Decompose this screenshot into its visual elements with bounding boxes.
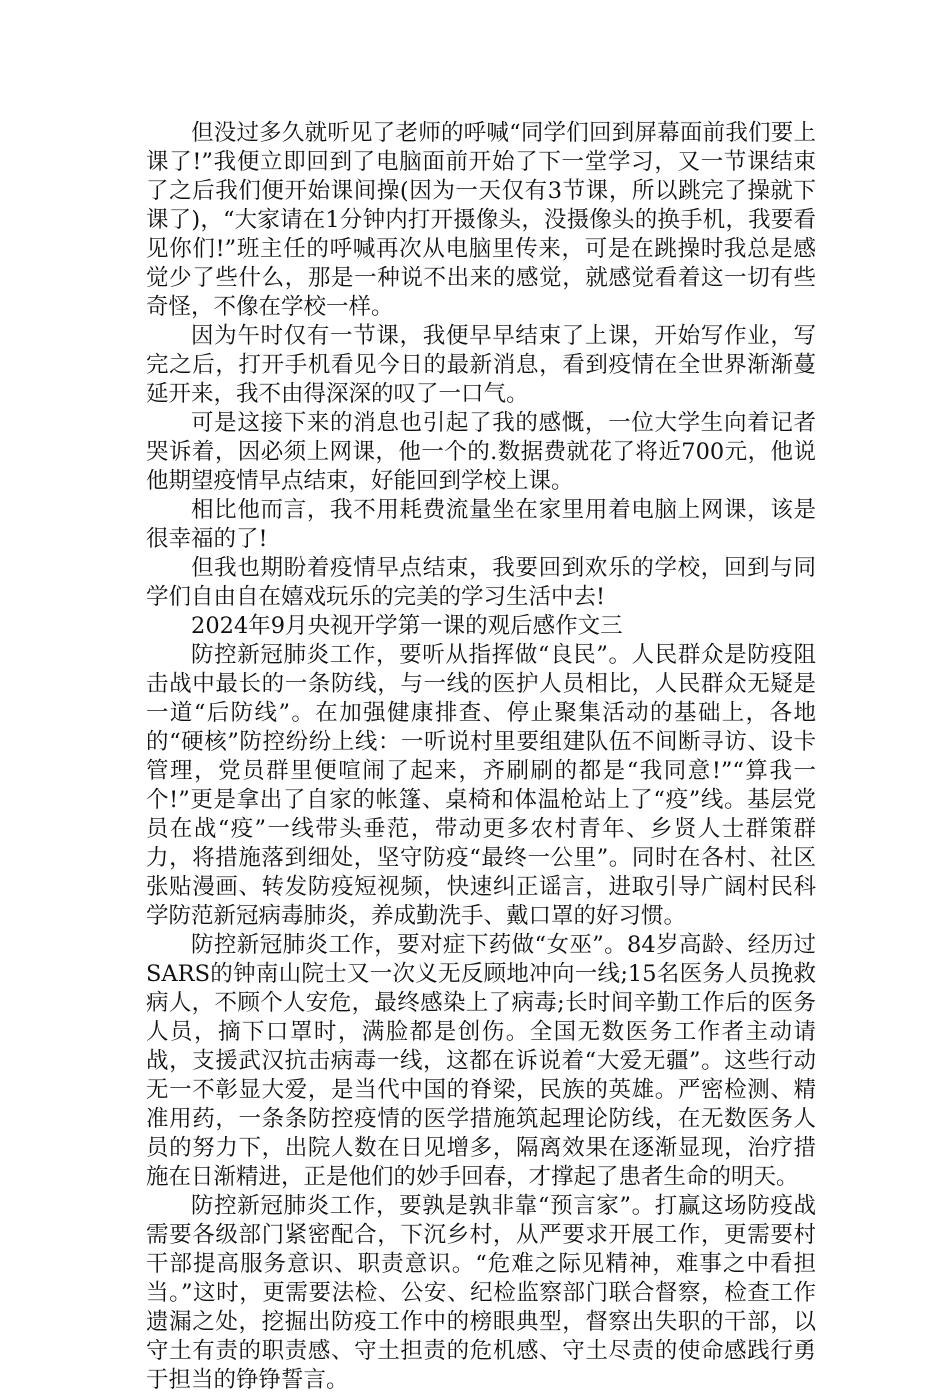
paragraph: 但没过多久就听见了老师的呼喊“同学们回到屏幕面前我们要上课了!”我便立即回到了电脑面前开始了下一堂学习，又一节课结束了之后我们便开始课间操(因为一天仅有3节课，所以跳完了操就下课了)，“大家请在1分钟内打开摄像头，没摄像头的换手机，我要看见你们!”班主任的呼喊再次从电脑里传来，可是在跳操时我总是感觉少了些什么，那是一种说不出来的感觉，就感觉看着这一切有些奇怪，不像在学校一样。 — [146, 120, 816, 320]
paragraph: 防控新冠肺炎工作，要对症下药做“女巫”。84岁高龄、经历过SARS的钟南山院士又一次义无反顾地冲向一线;15名医务人员挽救病人，不顾个人安危，最终感染上了病毒;长时间辛勤工作后的医务人员，摘下口罩时，满脸都是创伤。全国无数医务工作者主动请战，支援武汉抗击病毒一线，这都在诉说着“大爱无疆”。这些行动无一不彰显大爱，是当代中国的脊梁，民族的英雄。严密检测、精准用药，一条条防控疫情的医学措施筑起理论防线，在无数医务人员的努力下，出院人数在日见增多，隔离效果在逐渐显现，治疗措施在日渐精进，正是他们的妙手回春，才撑起了患者生命的明天。 — [146, 932, 816, 1190]
paragraph: 防控新冠肺炎工作，要孰是孰非靠“预言家”。打赢这场防疫战需要各级部门紧密配合，下沉乡村，从严要求开展工作，更需要村干部提高服务意识、职责意识。“危难之际见精神，难事之中看担当。”这时，更需要法检、公安、纪检监察部门联合督察，检查工作遗漏之处，挖掘出防疫工作中的榜眼典型，督察出失职的干部，以守土有责的职责感、守土担责的危机感、守土尽责的使命感践行勇于担当的铮铮誓言。 — [146, 1193, 816, 1393]
paragraph: 防控新冠肺炎工作，要听从指挥做“良民”。人民群众是防疫阻击战中最长的一条防线，与一线的医护人员相比，人民群众无疑是一道“后防线”。在加强健康排查、停止聚集活动的基础上，各地的“硬核”防控纷纷上线：一听说村里要组建队伍不间断寻访、设卡管理，党员群里便喧闹了起来，齐刷刷的都是“我同意!”“算我一个!”更是拿出了自家的帐篷、桌椅和体温枪站上了“疫”线。基层党员在战“疫”一线带头垂范，带动更多农村青年、乡贤人士群策群力，将措施落到细处，坚守防疫“最终一公里”。同时在各村、社区张贴漫画、转发防疫短视频，快速纠正谣言，进取引导广阔村民科学防范新冠病毒肺炎，养成勤洗手、戴口罩的好习惯。 — [146, 642, 816, 929]
paragraph: 相比他而言，我不用耗费流量坐在家里用着电脑上网课，该是很幸福的了! — [146, 497, 816, 552]
document-body — [146, 119, 816, 1395]
section-heading: 2024年9月央视开学第一课的观后感作文三 — [191, 613, 623, 639]
paragraph: 因为午时仅有一节课，我便早早结束了上课，开始写作业，写完之后，打开手机看见今日的最新消息，看到疫情在全世界渐渐蔓延开来，我不由得深深的叹了一口气。 — [146, 323, 816, 407]
paragraph: 可是这接下来的消息也引起了我的感慨，一位大学生向着记者哭诉着，因必须上网课，他一个的.数据费就花了将近700元，他说他期望疫情早点结束，好能回到学校上课。 — [146, 410, 816, 494]
paragraph: 但我也期盼着疫情早点结束，我要回到欢乐的学校，回到与同学们自由自在嬉戏玩乐的完美的学习生活中去! — [146, 555, 816, 610]
